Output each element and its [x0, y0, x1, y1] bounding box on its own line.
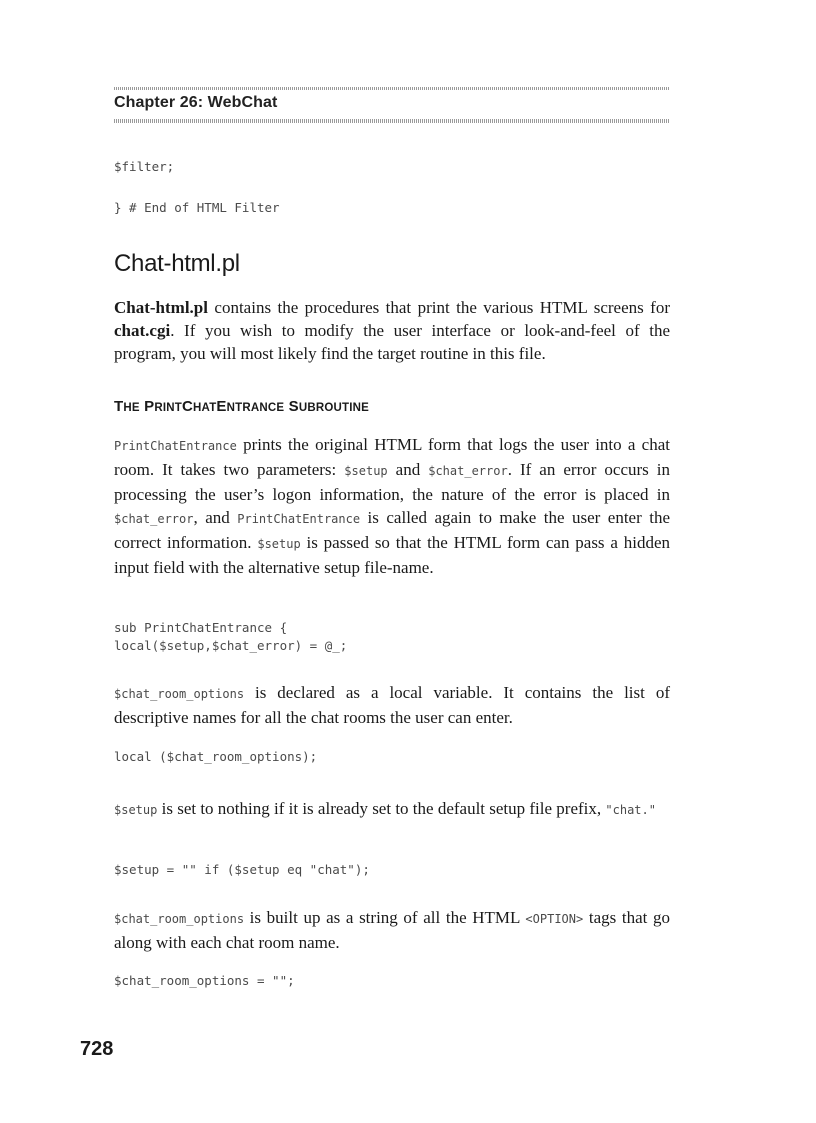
header-rule-bottom	[114, 119, 670, 123]
subsection-title: THE PRINTCHATENTRANCE SUBROUTINE	[114, 398, 370, 415]
section-title: Chat-html.pl	[114, 250, 240, 277]
code-sub-line1: sub PrintChatEntrance {	[114, 620, 288, 635]
header-rule-top	[114, 87, 670, 90]
options-built-paragraph: $chat_room_options is built up as a string of all the HTML <OPTION> tags that go along with each chat room name.	[114, 908, 670, 952]
page-number: 728	[80, 1038, 114, 1060]
code-end-filter: } # End of HTML Filter	[114, 200, 280, 215]
chat-html-bold: Chat-html.pl	[114, 298, 208, 317]
code-setup-assign: $setup = "" if ($setup eq "chat");	[114, 862, 370, 877]
code-local-options: local ($chat_room_options);	[114, 749, 318, 764]
code-options-init: $chat_room_options = "";	[114, 973, 295, 988]
chat-cgi-bold: chat.cgi	[114, 321, 171, 340]
intro-paragraph: Chat-html.pl contains the procedures that print the various HTML screens for chat.cgi. If you wish to modify the user interface or look-and-feel of the program, you will most likely find the target routine in this file.	[114, 298, 670, 363]
chapter-title: Chapter 26: WebChat	[114, 94, 278, 111]
code-filter-line: $filter;	[114, 159, 175, 174]
chat-room-options-paragraph: $chat_room_options is declared as a local variable. It contains the list of descriptive names for all the chat rooms the user can enter.	[114, 683, 670, 727]
print-chat-entrance-paragraph: PrintChatEntrance prints the original HTML form that logs the user into a chat room. It takes two parameters: $setup and $chat_error. If an error occurs in processing the user’s logon information, the nature of the error is placed in $chat_error, and PrintChatEntrance is called again to make the user enter the correct information. $setup is passed so that the HTML form can pass a hidden input field with the alternative setup file-name.	[114, 435, 671, 577]
setup-paragraph: $setup is set to nothing if it is already set to the default setup file prefix, "chat."	[114, 799, 656, 818]
code-sub-line2: local($setup,$chat_error) = @_;	[114, 638, 348, 653]
